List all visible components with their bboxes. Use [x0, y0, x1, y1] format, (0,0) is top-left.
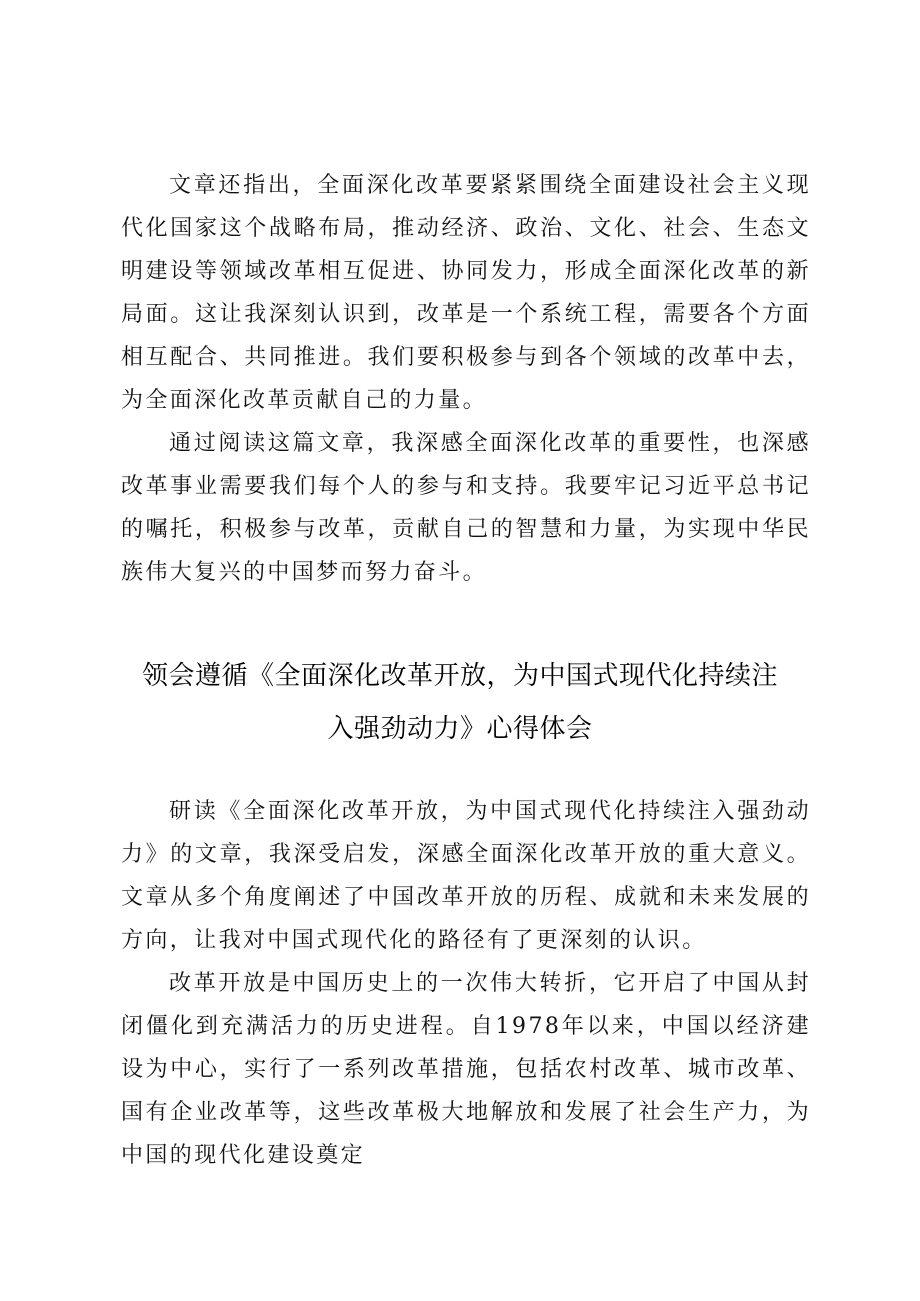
- body-paragraph: 通过阅读这篇文章，我深感全面深化改革的重要性，也深感改革事业需要我们每个人的参与和支持。我要牢记习近平总书记的嘱托，积极参与改革，贡献自己的智慧和力量，为实现中华民族伟大复兴的中国梦而努力奋斗。: [121, 431, 811, 585]
- section-heading-line-1: 领会遵循《全面深化改革开放，为中国式现代化持续注: [141, 661, 778, 691]
- section-heading-line-2: 入强劲动力》心得体会: [327, 714, 593, 744]
- body-paragraph: 文章还指出，全面深化改革要紧紧围绕全面建设社会主义现代化国家这个战略布局，推动经济、政治、文化、社会、生态文明建设等领域改革相互促进、协同发力，形成全面深化改革的新局面。这让我深刻认识到，改革是一个系统工程，需要各个方面相互配合、共同推进。我们要积极参与到各个领域的改革中去，为全面深化改革贡献自己的力量。: [121, 173, 811, 413]
- body-paragraph: 改革开放是中国历史上的一次伟大转折，它开启了中国从封闭僵化到充满活力的历史进程。自1978年以来，中国以经济建设为中心，实行了一系列改革措施，包括农村改革、城市改革、国有企业改革等，这些改革极大地解放和发展了社会生产力，为中国的现代化建设奠定: [121, 971, 811, 1168]
- section-heading: [100, 650, 820, 756]
- body-paragraph: 研读《全面深化改革开放，为中国式现代化持续注入强劲动力》的文章，我深受启发，深感全面深化改革开放的重大意义。文章从多个角度阐述了中国改革开放的历程、成就和未来发展的方向，让我对中国式现代化的路径有了更深刻的认识。: [121, 799, 811, 953]
